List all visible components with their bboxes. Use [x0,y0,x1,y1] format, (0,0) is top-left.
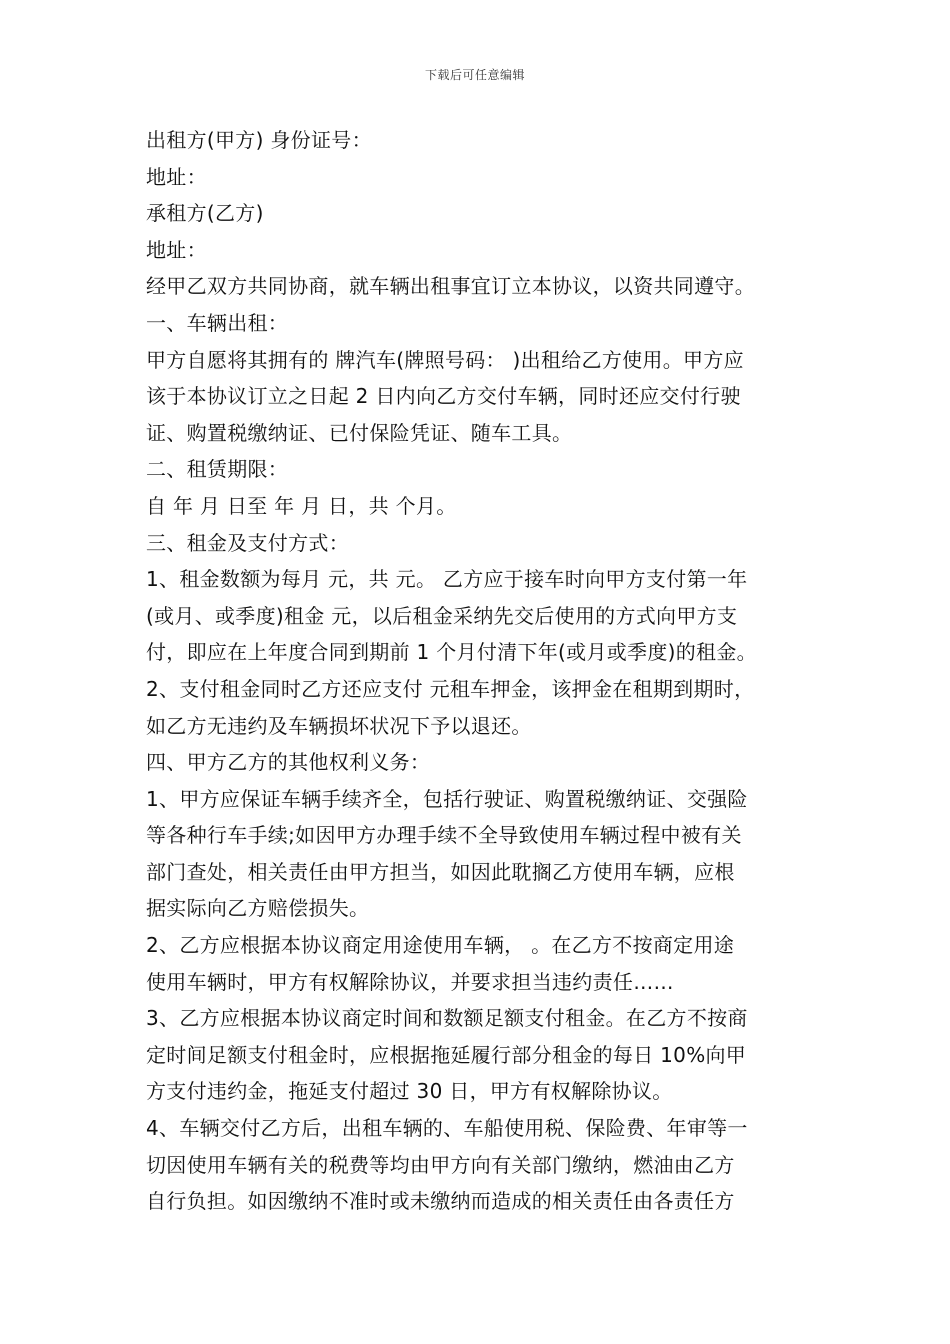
paragraph-line: 付，即应在上年度合同到期前 1 个月付清下年(或月或季度)的租金。 [146,640,757,665]
lessor-address-line: 地址： [146,164,207,189]
document-body [146,122,818,1220]
paragraph-line: 使用车辆时，甲方有权解除协议，并要求担当违约责任…… [146,969,674,994]
paragraph-line: 定时间足额支付租金时，应根据拖延履行部分租金的每日 10%向甲 [146,1042,747,1067]
paragraph-line: 切因使用车辆有关的税费等均由甲方向有关部门缴纳，燃油由乙方 [146,1152,735,1177]
paragraph-line: 方支付违约金，拖延支付超过 30 日，甲方有权解除协议。 [146,1079,673,1104]
preamble-line: 经甲乙双方共同协商，就车辆出租事宜订立本协议，以资共同遵守。 [146,274,755,299]
section-heading-1: 一、车辆出租： [146,310,289,335]
paragraph-line: 部门查处，相关责任由甲方担当，如因此耽搁乙方使用车辆，应根 [146,859,735,884]
page-header: 下载后可任意编辑 [424,68,525,82]
paragraph-line: 1、甲方应保证车辆手续齐全，包括行驶证、购置税缴纳证、交强险 [146,786,748,811]
section-heading-4: 四、甲方乙方的其他权利义务： [146,750,431,775]
lessee-line: 承租方(乙方) [146,201,264,226]
paragraph-line: 自 年 月 日至 年 月 日，共 个月。 [146,493,457,518]
lessee-address-line: 地址： [146,237,207,262]
paragraph-line: 3、乙方应根据本协议商定时间和数额足额支付租金。在乙方不按商 [146,1006,748,1031]
paragraph-line: 该于本协议订立之日起 2 日内向乙方交付车辆，同时还应交付行驶 [146,384,741,409]
paragraph-line: 1、租金数额为每月 元，共 元。 乙方应于接车时向甲方支付第一年 [146,567,748,592]
lessor-id-line: 出租方(甲方) 身份证号： [146,128,372,152]
paragraph-line: 2、支付租金同时乙方还应支付 元租车押金，该押金在租期到期时， [146,676,755,701]
paragraph-line: 2、乙方应根据本协议商定用途使用车辆， 。在乙方不按商定用途 [146,933,735,958]
paragraph-line: 如乙方无违约及车辆损坏状况下予以退还。 [146,713,532,738]
section-heading-2: 二、租赁期限： [146,457,289,482]
paragraph-line: 证、购置税缴纳证、已付保险凭证、随车工具。 [146,420,573,445]
paragraph-line: 甲方自愿将其拥有的 牌汽车(牌照号码： )出租给乙方使用。甲方应 [146,347,744,372]
paragraph-line: 自行负担。如因缴纳不准时或未缴纳而造成的相关责任由各责任方 [146,1189,735,1214]
paragraph-line: 4、车辆交付乙方后，出租车辆的、车船使用税、保险费、年审等一 [146,1116,748,1141]
paragraph-line: 等各种行车手续;如因甲方办理手续不全导致使用车辆过程中被有关 [146,823,742,848]
section-heading-3: 三、租金及支付方式： [146,530,349,555]
paragraph-line: 据实际向乙方赔偿损失。 [146,896,370,921]
paragraph-line: (或月、或季度)租金 元，以后租金采纳先交后使用的方式向甲方支 [146,603,738,628]
